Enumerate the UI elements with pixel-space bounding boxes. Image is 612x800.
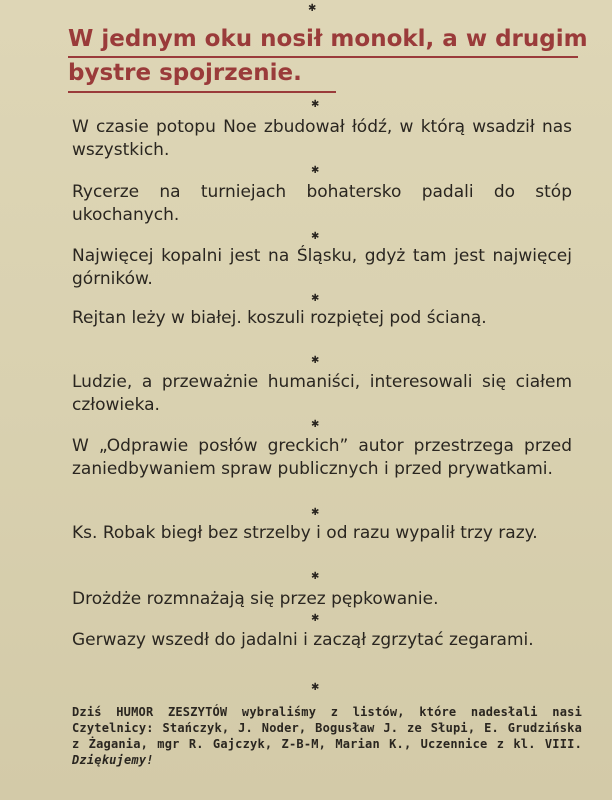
- separator-star: ✱: [311, 355, 320, 366]
- separator-star: ✱: [311, 99, 320, 110]
- separator-star: ✱: [311, 571, 320, 582]
- credits-text: Dziś HUMOR ZESZYTÓW wybraliśmy z listów, które nadesłali nasi Czytelnicy: Stańczyk, J. Noder, Bogusław J. ze Słupi, E. Grudzińska z Żagania, mgr R. Gajczyk, Z-B-M, Marian K., Uczennice z kl. VIII.: [72, 705, 582, 751]
- headline: W jednym oku nosił monokl, a w drugim bystre spojrzenie.: [68, 26, 588, 86]
- humor-item: Gerwazy wszedł do jadalni i zaczął zgrzytać zegarami.: [72, 630, 534, 650]
- humor-item: Najwięcej kopalni jest na Śląsku, gdyż tam jest najwięcej górników.: [72, 246, 572, 289]
- separator-star: ✱: [311, 231, 320, 242]
- separator-star: ✱: [308, 3, 317, 14]
- separator-star: ✱: [311, 507, 320, 518]
- separator-star: ✱: [311, 293, 320, 304]
- humor-item: W czasie potopu Noe zbudował łódź, w którą wsadził nas wszystkich.: [72, 117, 572, 160]
- headline-underline: [68, 91, 336, 93]
- separator-star: ✱: [311, 419, 320, 430]
- headline-underline: [68, 56, 578, 58]
- separator-star: ✱: [311, 682, 320, 693]
- humor-item: Ludzie, a przeważnie humaniści, interesowali się ciałem człowieka.: [72, 372, 572, 415]
- humor-item: Rejtan leży w białej. koszuli rozpiętej pod ścianą.: [72, 308, 487, 328]
- separator-star: ✱: [311, 165, 320, 176]
- credits-note: [72, 704, 582, 768]
- thanks-text: Dziękujemy!: [72, 753, 154, 767]
- humor-item: Ks. Robak biegł bez strzelby i od razu wypalił trzy razy.: [72, 523, 538, 543]
- humor-item: W „Odprawie posłów greckich” autor przestrzega przed zaniedbywaniem spraw publicznych i przed prywatkami.: [72, 436, 572, 479]
- humor-item: Rycerze na turniejach bohatersko padali do stóp ukochanych.: [72, 182, 572, 225]
- humor-item: Drożdże rozmnażają się przez pępkowanie.: [72, 589, 439, 609]
- separator-star: ✱: [311, 613, 320, 624]
